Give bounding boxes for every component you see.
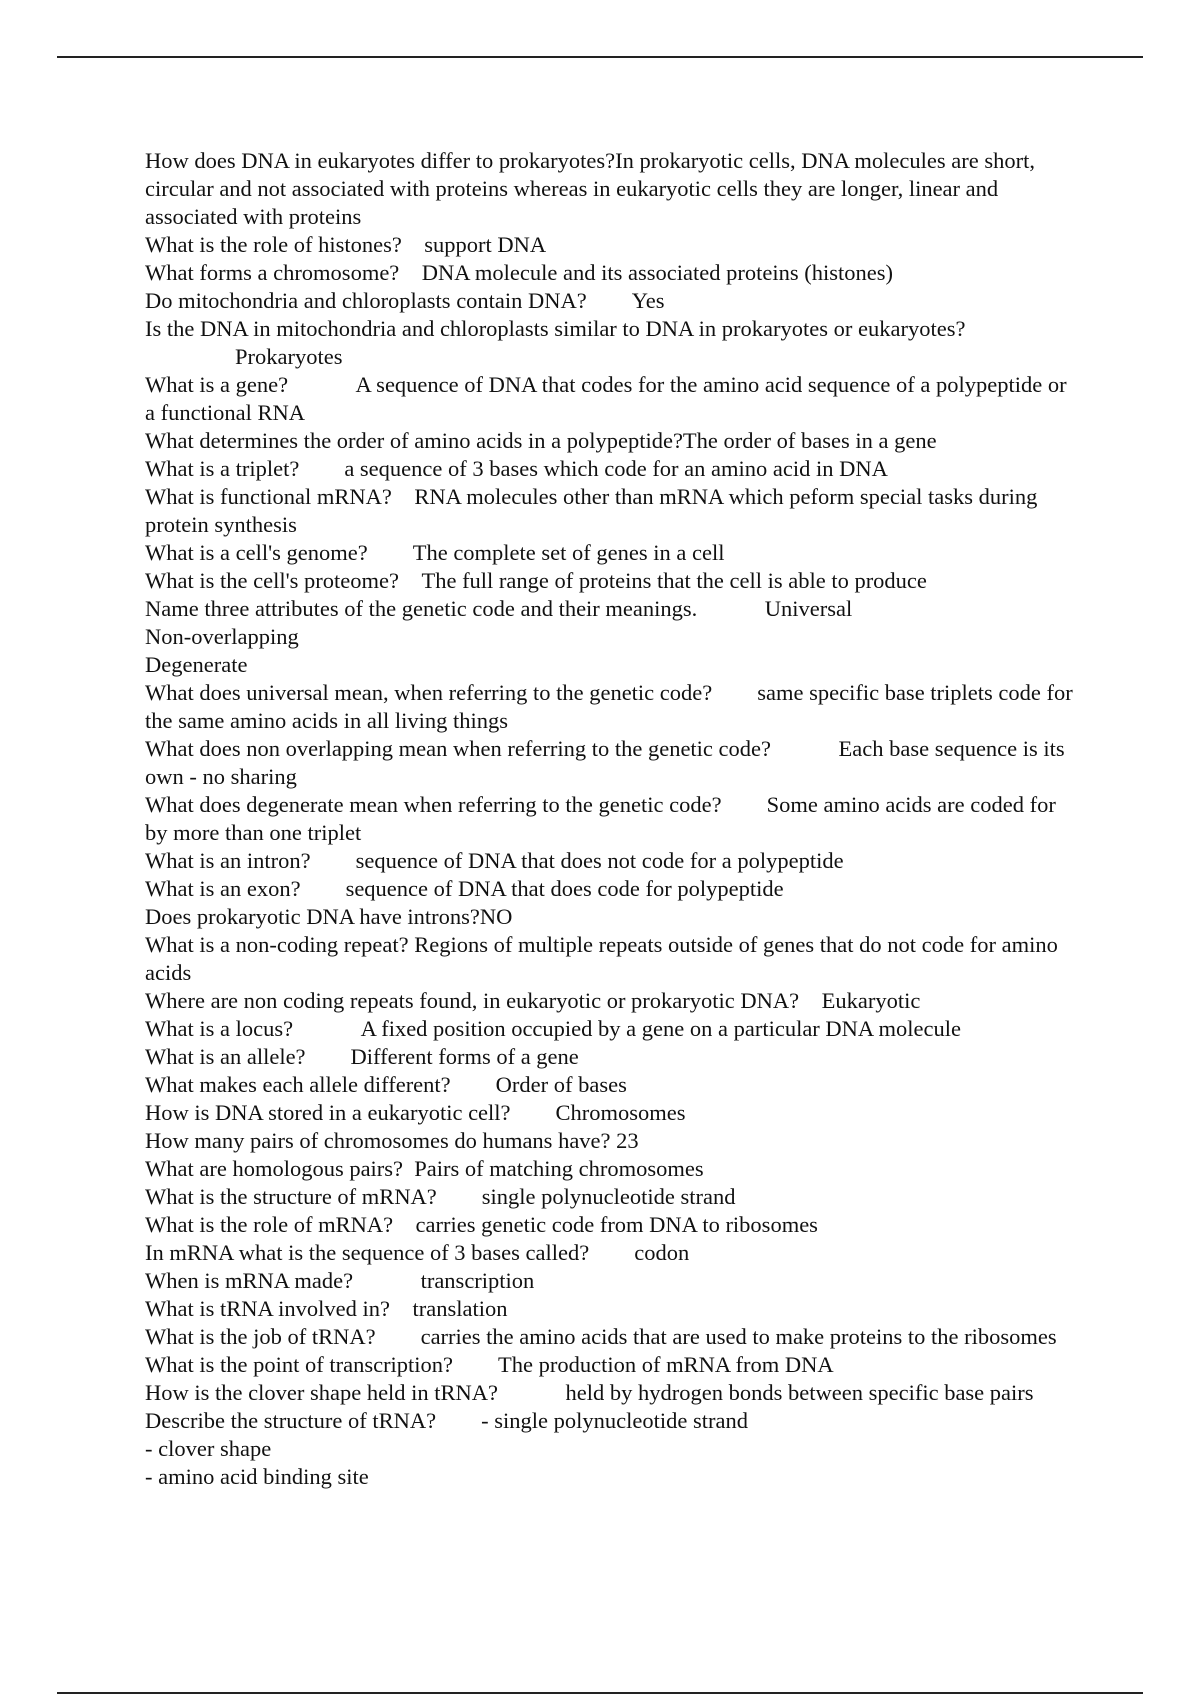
card-homologous-pairs: What are homologous pairs? Pairs of matching chromosomes [145, 1156, 704, 1181]
card-exon: What is an exon? sequence of DNA that does code for polypeptide [145, 876, 784, 901]
card-codon: In mRNA what is the sequence of 3 bases called? codon [145, 1240, 690, 1265]
card-trna-involvement: What is tRNA involved in? translation [145, 1296, 508, 1321]
top-rule [57, 56, 1143, 58]
card-trna-structure: Describe the structure of tRNA? - single polynucleotide strand - clover shape - amino acid binding site [145, 1408, 748, 1489]
card-intron: What is an intron? sequence of DNA that does not code for a polypeptide [145, 848, 844, 873]
card-organelle-dna: Do mitochondria and chloroplasts contain DNA? Yes [145, 288, 665, 313]
card-allele-difference: What makes each allele different? Order of bases [145, 1072, 627, 1097]
card-genome: What is a cell's genome? The complete set of genes in a cell [145, 540, 725, 565]
card-non-overlapping: What does non overlapping mean when referring to the genetic code? Each base sequence is its own - no sharing [145, 736, 1071, 789]
card-chromosome-pairs: How many pairs of chromosomes do humans have? 23 [145, 1128, 639, 1153]
card-chromosome: What forms a chromosome? DNA molecule and its associated proteins (histones) [145, 260, 893, 285]
card-transcription: What is the point of transcription? The production of mRNA from DNA [145, 1352, 834, 1377]
flashcard-text-body [145, 147, 1079, 1491]
card-organelle-dna-type: Is the DNA in mitochondria and chloroplasts similar to DNA in prokaryotes or eukaryotes? Prokaryotes [145, 316, 966, 369]
card-non-coding-repeat: What is a non-coding repeat? Regions of multiple repeats outside of genes that do not code for amino acids [145, 932, 1064, 985]
card-non-coding-location: Where are non coding repeats found, in eukaryotic or prokaryotic DNA? Eukaryotic [145, 988, 921, 1013]
card-proteome: What is the cell's proteome? The full range of proteins that the cell is able to produce [145, 568, 927, 593]
card-role-of-histones: What is the role of histones? support DNA [145, 232, 547, 257]
card-trna-clover: How is the clover shape held in tRNA? held by hydrogen bonds between specific base pairs [145, 1380, 1034, 1405]
card-mrna-made: When is mRNA made? transcription [145, 1268, 535, 1293]
card-dna-storage: How is DNA stored in a eukaryotic cell? Chromosomes [145, 1100, 686, 1125]
card-trna-job: What is the job of tRNA? carries the amino acids that are used to make proteins to the ribosomes [145, 1324, 1057, 1349]
card-dna-eukaryotes-vs-prokaryotes: How does DNA in eukaryotes differ to prokaryotes?In prokaryotic cells, DNA molecules are short, circular and not associated with proteins whereas in eukaryotic cells they are longer, linear and associated with proteins [145, 148, 1041, 229]
card-mrna-structure: What is the structure of mRNA? single polynucleotide strand [145, 1184, 736, 1209]
card-degenerate: What does degenerate mean when referring to the genetic code? Some amino acids are coded for by more than one triplet [145, 792, 1062, 845]
card-gene: What is a gene? A sequence of DNA that codes for the amino acid sequence of a polypeptide or a functional RNA [145, 372, 1073, 425]
card-triplet: What is a triplet? a sequence of 3 bases which code for an amino acid in DNA [145, 456, 888, 481]
card-prokaryotic-introns: Does prokaryotic DNA have introns?NO [145, 904, 513, 929]
card-allele: What is an allele? Different forms of a gene [145, 1044, 579, 1069]
card-functional-mrna: What is functional mRNA? RNA molecules other than mRNA which peform special tasks during protein synthesis [145, 484, 1043, 537]
card-amino-acid-order: What determines the order of amino acids in a polypeptide?The order of bases in a gene [145, 428, 937, 453]
card-locus: What is a locus? A fixed position occupied by a gene on a particular DNA molecule [145, 1016, 962, 1041]
bottom-rule [57, 1692, 1143, 1694]
card-mrna-role: What is the role of mRNA? carries genetic code from DNA to ribosomes [145, 1212, 818, 1237]
card-universal: What does universal mean, when referring to the genetic code? same specific base triplets code for the same amino acids in all living things [145, 680, 1079, 733]
card-genetic-code-attributes: Name three attributes of the genetic code and their meanings. Universal Non-overlapping Degenerate [145, 596, 853, 677]
